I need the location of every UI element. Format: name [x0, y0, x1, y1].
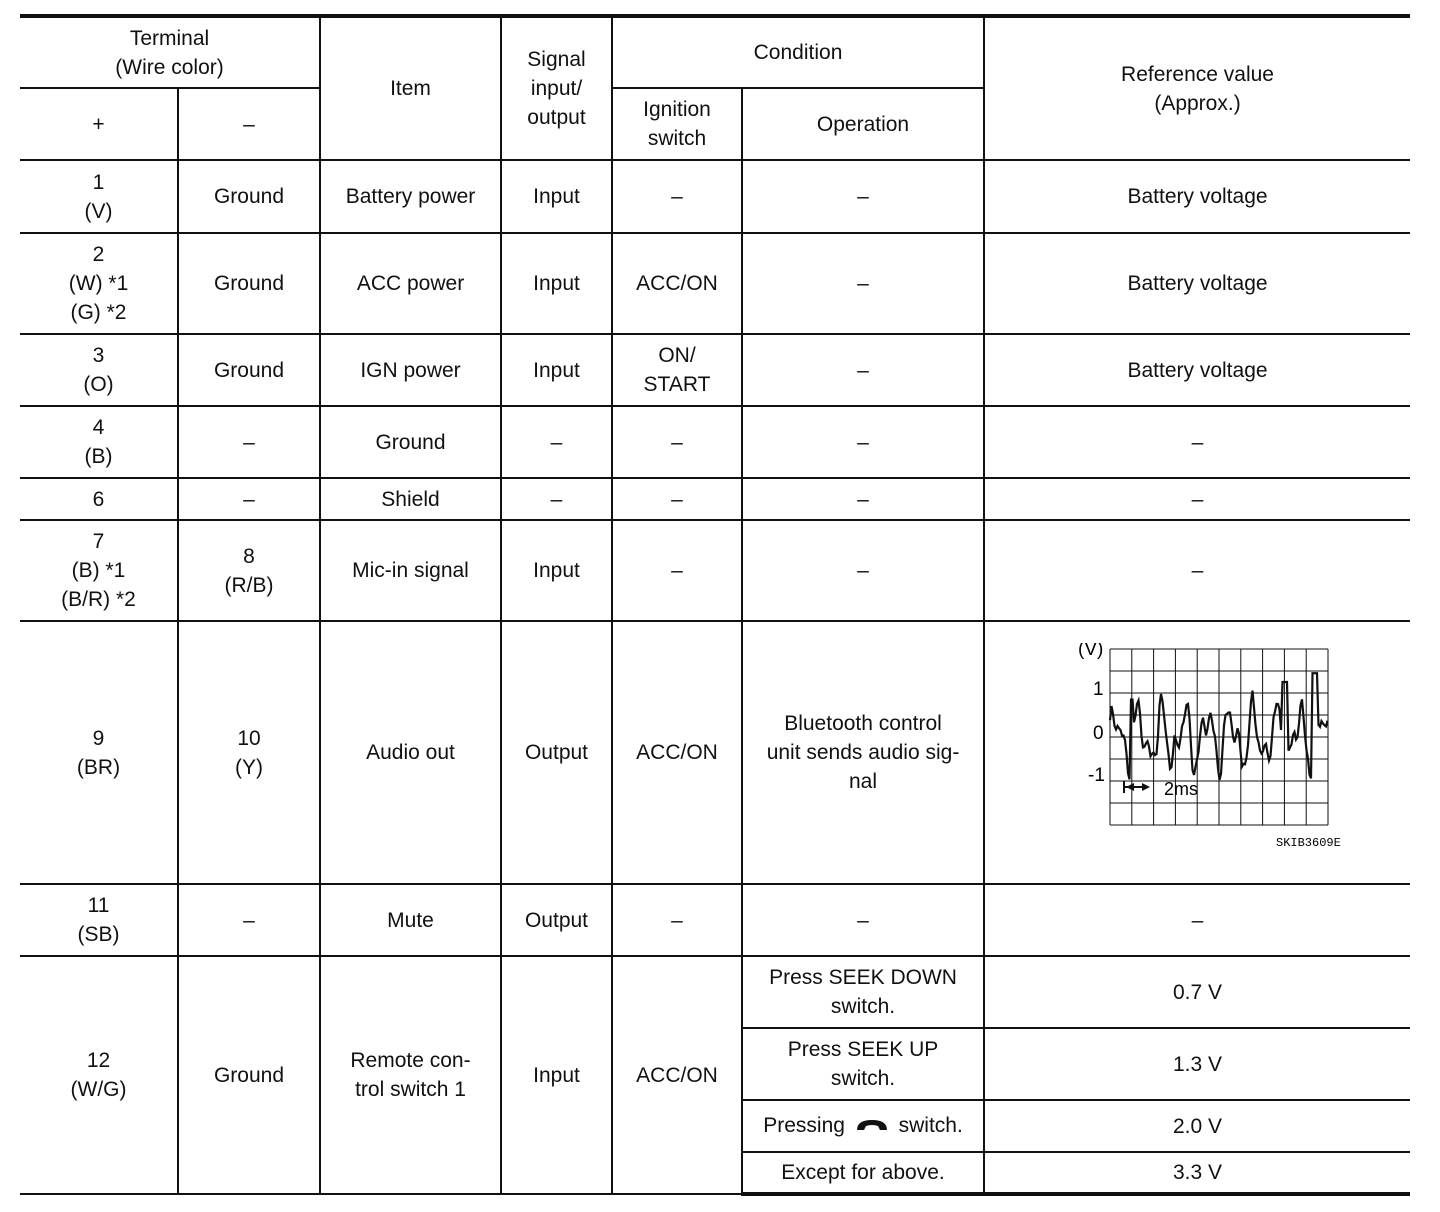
header-signal: Signal input/ output — [501, 16, 612, 160]
operation-cell: – — [742, 520, 984, 621]
terminal-minus: 10 (Y) — [178, 621, 320, 884]
terminal-plus: 6 — [20, 478, 178, 520]
terminal-minus: Ground — [178, 233, 320, 334]
reference-cell: – — [984, 520, 1410, 621]
operation-cell: – — [742, 334, 984, 406]
terminal-minus: Ground — [178, 160, 320, 233]
signal-cell: Input — [501, 520, 612, 621]
terminal-plus: 12 (W/G) — [20, 956, 178, 1194]
reference-cell: Battery voltage — [984, 233, 1410, 334]
waveform-tick-0: 0 — [1092, 722, 1104, 744]
reference-cell: – — [984, 884, 1410, 956]
reference-cell: – — [984, 406, 1410, 478]
terminal-minus: Ground — [178, 956, 320, 1194]
reference-cell: Battery voltage — [984, 160, 1410, 233]
header-plus: + — [20, 88, 178, 160]
item-cell: IGN power — [320, 334, 501, 406]
table-row — [20, 160, 1410, 233]
terminal-minus: – — [178, 478, 320, 520]
ignition-cell: – — [612, 160, 742, 233]
waveform-graphic — [1048, 643, 1348, 863]
terminal-minus: 8 (R/B) — [178, 520, 320, 621]
waveform-time-label: 2ms — [1163, 778, 1198, 799]
operation-cell: Bluetooth control unit sends audio sig- nal — [742, 621, 984, 884]
terminal-plus: 1 (V) — [20, 160, 178, 233]
terminal-plus: 4 (B) — [20, 406, 178, 478]
header-operation: Operation — [742, 88, 984, 160]
signal-cell: Output — [501, 884, 612, 956]
item-cell: Mic-in signal — [320, 520, 501, 621]
operation-cell: – — [742, 478, 984, 520]
signal-cell: Input — [501, 334, 612, 406]
signal-cell: Input — [501, 956, 612, 1194]
item-cell: Battery power — [320, 160, 501, 233]
item-cell: Mute — [320, 884, 501, 956]
table-row — [20, 334, 1410, 406]
operation-text-post: switch. — [898, 1114, 963, 1138]
ignition-cell: – — [612, 884, 742, 956]
figure-code: SKIB3609E — [1275, 835, 1341, 850]
waveform-tick-1: 1 — [1092, 678, 1104, 700]
operation-cell — [742, 1100, 984, 1152]
signal-cell: Input — [501, 233, 612, 334]
terminal-plus: 2 (W) *1 (G) *2 — [20, 233, 178, 334]
header-condition: Condition — [612, 16, 984, 88]
ignition-cell: ACC/ON — [612, 621, 742, 884]
operation-text-pre: Pressing — [763, 1114, 845, 1138]
terminal-plus: 9 (BR) — [20, 621, 178, 884]
header-ignition: Ignition switch — [612, 88, 742, 160]
waveform-unit: (V) — [1077, 642, 1103, 660]
reference-cell: 0.7 V — [984, 956, 1410, 1028]
table-row — [20, 406, 1410, 478]
ignition-cell: – — [612, 520, 742, 621]
item-cell: Remote con- trol switch 1 — [320, 956, 501, 1194]
reference-cell: – — [984, 478, 1410, 520]
operation-cell: Press SEEK UP switch. — [742, 1028, 984, 1100]
ignition-cell: – — [612, 406, 742, 478]
table-row — [20, 520, 1410, 621]
table-row — [20, 884, 1410, 956]
reference-waveform-cell — [984, 621, 1410, 884]
operation-cell: – — [742, 884, 984, 956]
signal-cell: – — [501, 406, 612, 478]
ignition-cell: – — [612, 478, 742, 520]
header-reference: Reference value (Approx.) — [984, 16, 1410, 160]
item-cell: Ground — [320, 406, 501, 478]
ignition-cell: ACC/ON — [612, 956, 742, 1194]
ignition-cell: ON/ START — [612, 334, 742, 406]
item-cell: Audio out — [320, 621, 501, 884]
signal-cell: Input — [501, 160, 612, 233]
header-minus: – — [178, 88, 320, 160]
audio-waveform — [1048, 643, 1348, 863]
terminal-minus: – — [178, 884, 320, 956]
terminal-minus: – — [178, 406, 320, 478]
terminal-spec-table — [20, 14, 1410, 1196]
item-cell: ACC power — [320, 233, 501, 334]
table-row — [20, 233, 1410, 334]
item-cell: Shield — [320, 478, 501, 520]
terminal-plus: 3 (O) — [20, 334, 178, 406]
operation-cell: Press SEEK DOWN switch. — [742, 956, 984, 1028]
operation-cell: Except for above. — [742, 1152, 984, 1194]
table-row — [20, 621, 1410, 884]
table-row — [20, 478, 1410, 520]
reference-cell: 3.3 V — [984, 1152, 1410, 1194]
signal-cell: – — [501, 478, 612, 520]
operation-cell: – — [742, 160, 984, 233]
ignition-cell: ACC/ON — [612, 233, 742, 334]
signal-cell: Output — [501, 621, 612, 884]
header-terminal: Terminal (Wire color) — [20, 16, 320, 88]
table-row — [20, 956, 1410, 1028]
reference-cell: Battery voltage — [984, 334, 1410, 406]
terminal-plus: 7 (B) *1 (B/R) *2 — [20, 520, 178, 621]
operation-cell: – — [742, 233, 984, 334]
phone-handset-icon — [855, 1112, 889, 1141]
terminal-plus: 11 (SB) — [20, 884, 178, 956]
waveform-tick-minus-1: -1 — [1087, 764, 1105, 786]
reference-cell: 1.3 V — [984, 1028, 1410, 1100]
operation-cell: – — [742, 406, 984, 478]
header-item: Item — [320, 16, 501, 160]
reference-cell: 2.0 V — [984, 1100, 1410, 1152]
terminal-minus: Ground — [178, 334, 320, 406]
